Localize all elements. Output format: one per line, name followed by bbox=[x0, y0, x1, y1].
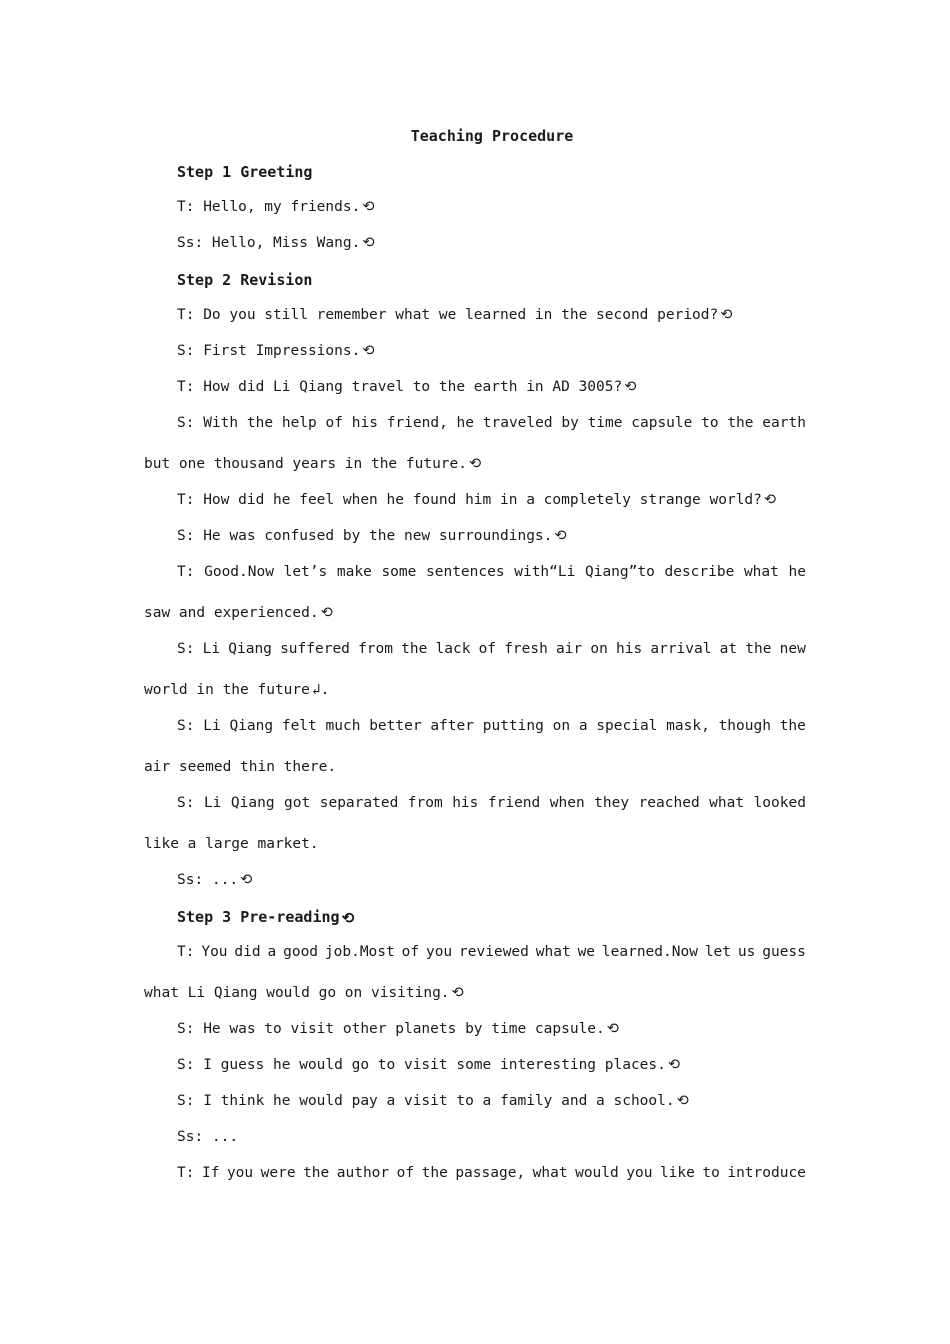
word: capsule bbox=[631, 415, 693, 431]
word: got bbox=[284, 795, 311, 811]
word: though bbox=[718, 718, 771, 734]
dialogue-line: S: He was to visit other planets by time capsule. ⟲ bbox=[177, 1021, 619, 1037]
word: the bbox=[779, 718, 806, 734]
dialogue-line-continued: but one thousand years in the future. ⟲ bbox=[144, 456, 482, 472]
word: Good.Now bbox=[204, 564, 274, 580]
word: us bbox=[737, 944, 756, 960]
step2-heading: Step 2 Revision bbox=[177, 271, 313, 289]
word: Li bbox=[202, 641, 221, 657]
word: the bbox=[246, 415, 274, 431]
paragraph-mark-icon: ⟲ bbox=[606, 1021, 619, 1037]
paragraph-mark-icon: ⟲ bbox=[451, 985, 464, 1001]
word: Qiang bbox=[229, 718, 274, 734]
word: T: bbox=[177, 564, 195, 580]
word: make bbox=[336, 564, 372, 580]
word: you bbox=[226, 1165, 254, 1181]
word: Qiang bbox=[228, 641, 272, 657]
dialogue-line-continued: saw and experienced. ⟲ bbox=[144, 605, 333, 621]
word: friend, bbox=[386, 415, 448, 431]
word: on bbox=[552, 718, 571, 734]
word: we bbox=[577, 944, 596, 960]
word: the bbox=[727, 415, 754, 431]
paragraph-mark-icon: ⟲ bbox=[720, 307, 733, 323]
word: of bbox=[401, 944, 420, 960]
word: like bbox=[659, 1165, 695, 1181]
word: his bbox=[351, 415, 378, 431]
word: looked bbox=[753, 795, 806, 811]
paragraph-mark-icon: ⟲ bbox=[676, 1093, 689, 1109]
word: learned.Now bbox=[601, 944, 698, 960]
dialogue-line-continued: world in the future ↲. bbox=[144, 682, 330, 698]
word: the bbox=[421, 1165, 448, 1181]
word: after bbox=[430, 718, 474, 734]
word: guess bbox=[762, 944, 806, 960]
word: arrival bbox=[650, 641, 712, 657]
word: better bbox=[369, 718, 422, 734]
word: With bbox=[203, 415, 239, 431]
word: were bbox=[260, 1165, 296, 1181]
word: much bbox=[325, 718, 361, 734]
paragraph-mark-icon: ⟲ bbox=[469, 456, 482, 472]
word: his bbox=[616, 641, 643, 657]
word: of bbox=[396, 1165, 415, 1181]
dialogue-line bbox=[177, 795, 806, 811]
word: new bbox=[779, 641, 806, 657]
paragraph-mark-icon: ⟲ bbox=[362, 235, 375, 251]
dialogue-line: T: How did Li Qiang travel to the earth in AD 3005? ⟲ bbox=[177, 379, 637, 395]
dialogue-line: T: How did he feel when he found him in a completely strange world? ⟲ bbox=[177, 492, 777, 508]
dialogue-line: Ss: ... bbox=[177, 1129, 239, 1145]
word: some bbox=[381, 564, 417, 580]
dialogue-line: S: First Impressions. ⟲ bbox=[177, 343, 375, 359]
dialogue-line-continued: air seemed thin there. bbox=[144, 759, 337, 775]
word: fresh bbox=[504, 641, 548, 657]
word: author bbox=[336, 1165, 390, 1181]
word: Qiang”to bbox=[584, 564, 655, 580]
paragraph-mark-icon: ⟲ bbox=[763, 492, 777, 508]
word: you bbox=[425, 944, 453, 960]
word: he bbox=[788, 564, 806, 580]
dialogue-line: S: I think he would pay a visit to a family and a school. ⟲ bbox=[177, 1093, 689, 1109]
dialogue-line bbox=[177, 641, 806, 657]
dialogue-line: S: I guess he would go to visit some interesting places. ⟲ bbox=[177, 1057, 681, 1073]
word: they bbox=[594, 795, 630, 811]
word: at bbox=[719, 641, 738, 657]
word: by bbox=[561, 415, 579, 431]
paragraph-mark-icon: ⟲ bbox=[341, 908, 355, 927]
word: felt bbox=[281, 718, 317, 734]
word: did bbox=[234, 944, 261, 960]
word: what bbox=[709, 795, 745, 811]
word: Li bbox=[203, 795, 222, 811]
word: separated bbox=[319, 795, 399, 811]
word: from bbox=[358, 641, 393, 657]
word: help bbox=[281, 415, 317, 431]
word: to bbox=[702, 1165, 720, 1181]
word: passage, bbox=[455, 1165, 526, 1181]
word: from bbox=[407, 795, 443, 811]
word: he bbox=[456, 415, 475, 431]
word: the bbox=[401, 641, 428, 657]
paragraph-mark-icon: ⟲ bbox=[554, 528, 567, 544]
word: job.Most bbox=[324, 944, 395, 960]
paragraph-mark-icon: ⟲ bbox=[240, 872, 253, 888]
word: reviewed bbox=[459, 944, 529, 960]
word: reached bbox=[638, 795, 700, 811]
word: a bbox=[267, 944, 277, 960]
word: let bbox=[704, 944, 732, 960]
word: to bbox=[701, 415, 719, 431]
word: a bbox=[578, 718, 588, 734]
word: describe bbox=[664, 564, 735, 580]
word: S: bbox=[177, 795, 195, 811]
word: You bbox=[201, 944, 228, 960]
word: friend bbox=[487, 795, 541, 811]
dialogue-line bbox=[177, 1165, 806, 1181]
word: the bbox=[303, 1165, 330, 1181]
line-break-icon: ↲ bbox=[311, 682, 321, 698]
word: when bbox=[549, 795, 585, 811]
word: sentences bbox=[426, 564, 505, 580]
word: what bbox=[532, 1165, 568, 1181]
dialogue-line-continued: what Li Qiang would go on visiting. ⟲ bbox=[144, 985, 464, 1001]
paragraph-mark-icon: ⟲ bbox=[667, 1057, 681, 1073]
word: T: bbox=[177, 1165, 195, 1181]
word: let’s bbox=[283, 564, 328, 580]
word: introduce bbox=[727, 1165, 806, 1181]
word: Li bbox=[203, 718, 221, 734]
word: special bbox=[596, 718, 658, 734]
paragraph-mark-icon: ⟲ bbox=[362, 343, 375, 359]
word: you bbox=[626, 1165, 653, 1181]
word: S: bbox=[177, 415, 195, 431]
dialogue-line: T: Hello, my friends. ⟲ bbox=[177, 199, 375, 215]
word: would bbox=[575, 1165, 619, 1181]
dialogue-line: Ss: Hello, Miss Wang. ⟲ bbox=[177, 235, 375, 251]
word: his bbox=[452, 795, 479, 811]
dialogue-line bbox=[177, 718, 806, 734]
dialogue-line: T: Do you still remember what we learned in the second period? ⟲ bbox=[177, 307, 733, 323]
word: traveled bbox=[482, 415, 553, 431]
word: earth bbox=[762, 415, 806, 431]
paragraph-mark-icon: ⟲ bbox=[362, 199, 375, 215]
word: mask, bbox=[666, 718, 710, 734]
word: lack bbox=[435, 641, 471, 657]
step3-heading: Step 3 Pre-reading ⟲ bbox=[177, 908, 355, 927]
word: time bbox=[587, 415, 623, 431]
word: on bbox=[590, 641, 608, 657]
dialogue-line bbox=[177, 415, 806, 431]
dialogue-line: Ss: ... ⟲ bbox=[177, 872, 253, 888]
word: what bbox=[743, 564, 779, 580]
paragraph-mark-icon: ⟲ bbox=[320, 605, 333, 621]
word: good bbox=[283, 944, 319, 960]
word: T: bbox=[177, 944, 195, 960]
word: If bbox=[201, 1165, 220, 1181]
paragraph-mark-icon: ⟲ bbox=[624, 379, 637, 395]
word: S: bbox=[177, 641, 195, 657]
word: what bbox=[535, 944, 571, 960]
word: the bbox=[745, 641, 772, 657]
page-title: Teaching Procedure bbox=[410, 127, 574, 145]
word: with“Li bbox=[514, 564, 576, 580]
dialogue-line bbox=[177, 564, 806, 580]
word: Qiang bbox=[230, 795, 275, 811]
dialogue-line: S: He was confused by the new surroundings. ⟲ bbox=[177, 528, 567, 544]
word: of bbox=[478, 641, 497, 657]
word: air bbox=[556, 641, 583, 657]
dialogue-line-continued: like a large market. bbox=[144, 836, 319, 852]
step1-heading: Step 1 Greeting bbox=[177, 163, 313, 181]
word: S: bbox=[177, 718, 195, 734]
word: putting bbox=[482, 718, 544, 734]
word: of bbox=[325, 415, 343, 431]
word: suffered bbox=[280, 641, 350, 657]
dialogue-line bbox=[177, 944, 806, 960]
